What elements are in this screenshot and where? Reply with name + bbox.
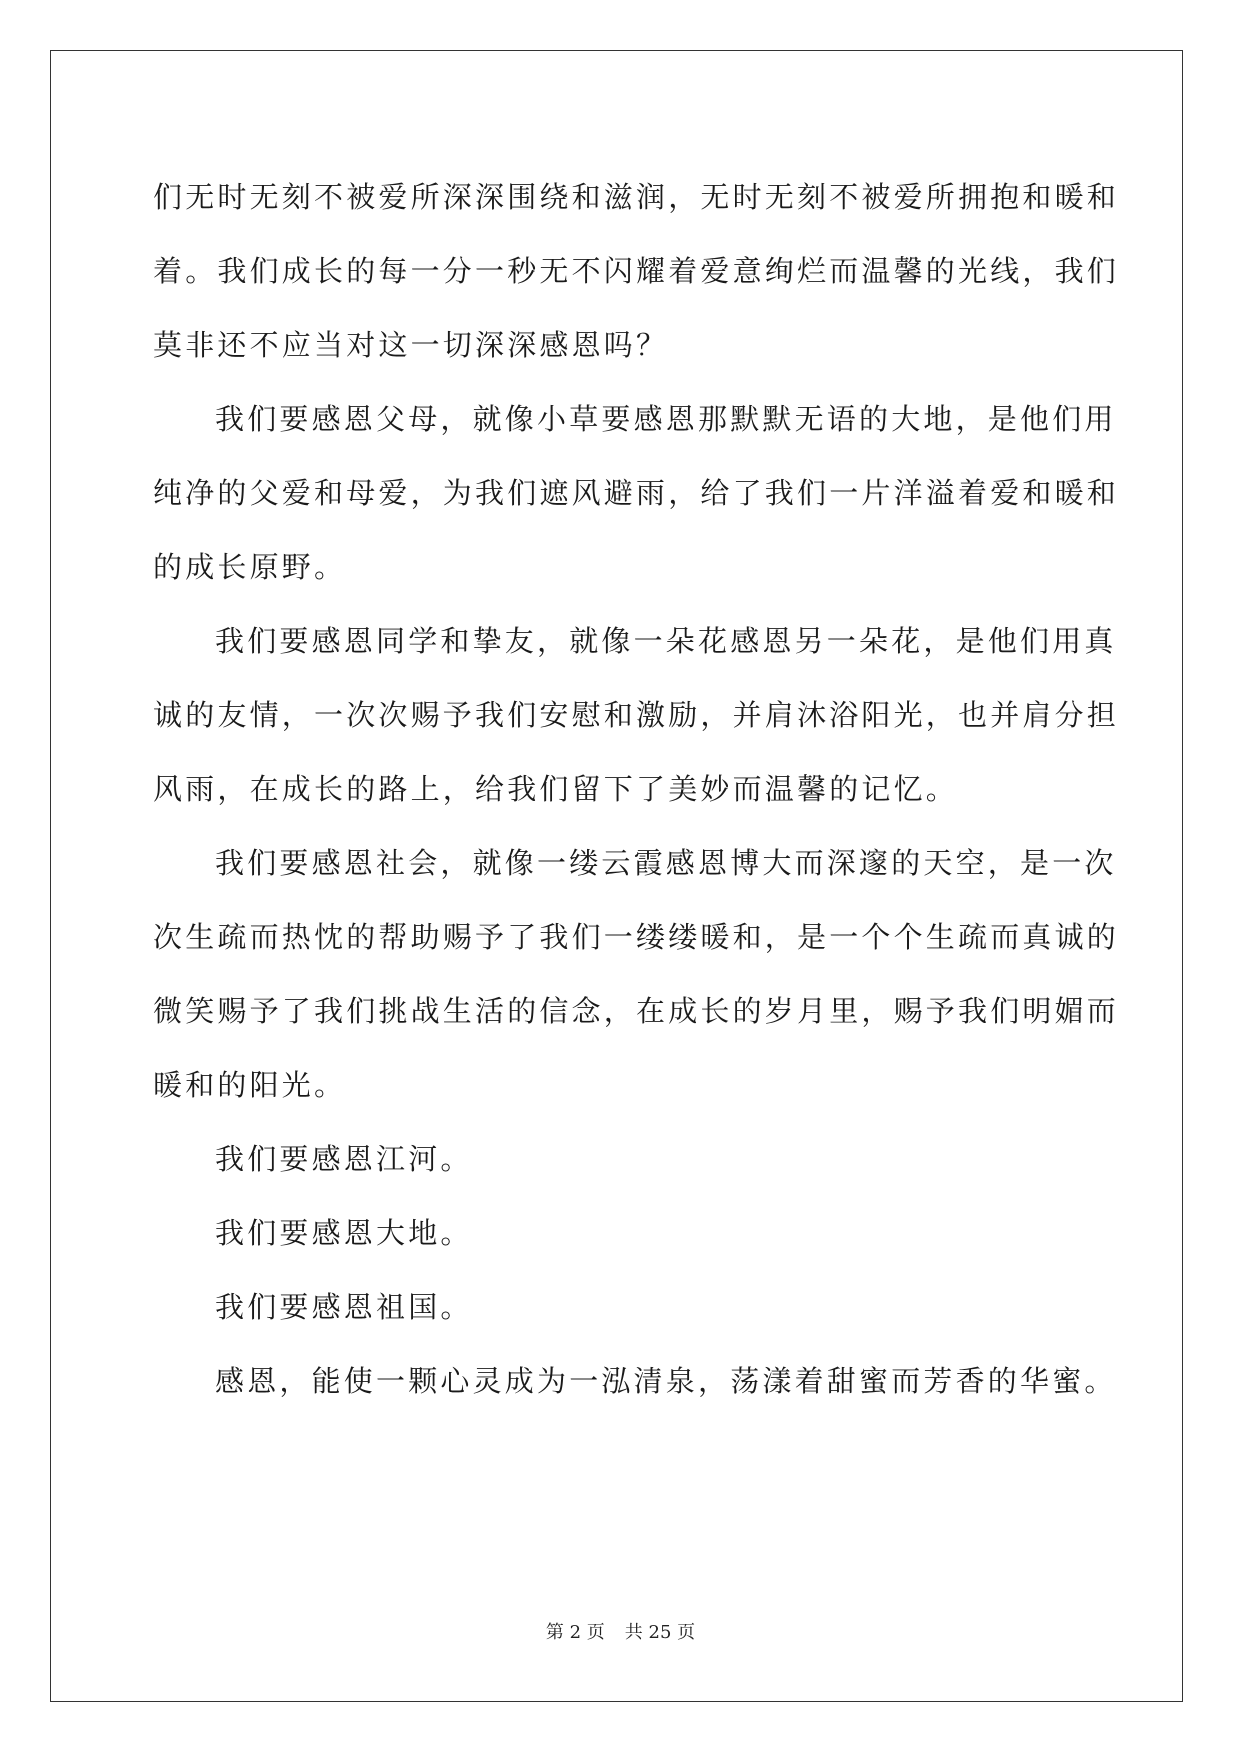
text-line-5: 纯净的父爱和母爱，为我们遮风避雨，给了我们一片洋溢着爱和暖和 <box>153 476 1120 510</box>
text-line-11: 次生疏而热忱的帮助赐予了我们一缕缕暖和，是一个个生疏而真诚的 <box>153 920 1120 954</box>
text-line-3: 莫非还不应当对这一切深深感恩吗？ <box>153 328 669 362</box>
text-line-12: 微笑赐予了我们挑战生活的信念，在成长的岁月里，赐予我们明媚而 <box>153 994 1120 1028</box>
document-body <box>153 160 1120 1418</box>
page-footer <box>0 1618 1241 1644</box>
page-number: 第 2 页 <box>545 1622 605 1643</box>
text-line-7: 我们要感恩同学和挚友，就像一朵花感恩另一朵花，是他们用真 <box>215 624 1117 658</box>
text-line-2: 着。我们成长的每一分一秒无不闪耀着爱意绚烂而温馨的光线，我们 <box>153 254 1120 288</box>
text-line-4: 我们要感恩父母，就像小草要感恩那默默无语的大地，是他们用 <box>215 402 1117 436</box>
text-line-6: 的成长原野。 <box>153 550 347 584</box>
text-line-15: 我们要感恩大地。 <box>215 1216 473 1250</box>
text-line-14: 我们要感恩江河。 <box>215 1142 473 1176</box>
text-line-17: 感恩，能使一颗心灵成为一泓清泉，荡漾着甜蜜而芳香的华蜜。 <box>215 1364 1117 1398</box>
text-line-1: 们无时无刻不被爱所深深围绕和滋润，无时无刻不被爱所拥抱和暖和 <box>153 180 1120 214</box>
text-line-9: 风雨，在成长的路上，给我们留下了美妙而温馨的记忆。 <box>153 772 959 806</box>
text-line-13: 暖和的阳光。 <box>153 1068 347 1102</box>
text-line-10: 我们要感恩社会，就像一缕云霞感恩博大而深邃的天空，是一次 <box>215 846 1117 880</box>
text-line-16: 我们要感恩祖国。 <box>215 1290 473 1324</box>
text-line-8: 诚的友情，一次次赐予我们安慰和激励，并肩沐浴阳光，也并肩分担 <box>153 698 1120 732</box>
page-total: 共 25 页 <box>624 1622 696 1643</box>
